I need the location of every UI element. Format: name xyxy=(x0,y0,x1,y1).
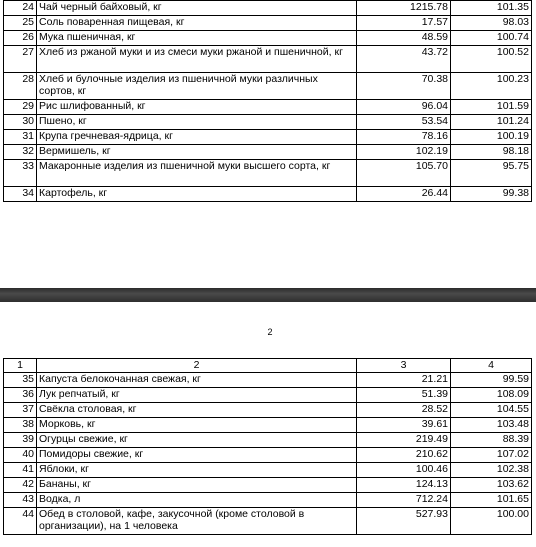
row-number: 36 xyxy=(4,388,37,403)
item-price: 712.24 xyxy=(357,493,451,508)
table-row xyxy=(4,73,532,100)
row-number: 39 xyxy=(4,433,37,448)
item-price: 105.70 xyxy=(357,160,451,187)
price-table-top xyxy=(3,0,532,202)
table-row xyxy=(4,463,532,478)
header-col-1: 1 xyxy=(4,359,37,373)
item-name: Мука пшеничная, кг xyxy=(37,31,357,46)
item-name: Морковь, кг xyxy=(37,418,357,433)
item-name: Бананы, кг xyxy=(37,478,357,493)
item-price: 70.38 xyxy=(357,73,451,100)
row-number: 27 xyxy=(4,46,37,73)
item-price: 28.52 xyxy=(357,403,451,418)
row-number: 35 xyxy=(4,373,37,388)
item-index: 95.75 xyxy=(451,160,532,187)
item-price: 26.44 xyxy=(357,187,451,202)
item-price: 78.16 xyxy=(357,130,451,145)
item-name: Лук репчатый, кг xyxy=(37,388,357,403)
table-row xyxy=(4,508,532,535)
item-name: Свёкла столовая, кг xyxy=(37,403,357,418)
item-index: 103.62 xyxy=(451,478,532,493)
row-number: 28 xyxy=(4,73,37,100)
item-price: 96.04 xyxy=(357,100,451,115)
item-index: 101.59 xyxy=(451,100,532,115)
item-index: 100.19 xyxy=(451,130,532,145)
item-price: 17.57 xyxy=(357,16,451,31)
row-number: 24 xyxy=(4,1,37,16)
item-price: 102.19 xyxy=(357,145,451,160)
row-number: 32 xyxy=(4,145,37,160)
item-index: 98.18 xyxy=(451,145,532,160)
item-name: Помидоры свежие, кг xyxy=(37,448,357,463)
row-number: 31 xyxy=(4,130,37,145)
row-number: 40 xyxy=(4,448,37,463)
item-name: Огурцы свежие, кг xyxy=(37,433,357,448)
table-row xyxy=(4,433,532,448)
item-name: Пшено, кг xyxy=(37,115,357,130)
row-number: 25 xyxy=(4,16,37,31)
item-index: 103.48 xyxy=(451,418,532,433)
item-index: 98.03 xyxy=(451,16,532,31)
item-index: 100.74 xyxy=(451,31,532,46)
row-number: 42 xyxy=(4,478,37,493)
table-header-row xyxy=(4,359,532,373)
item-index: 100.23 xyxy=(451,73,532,100)
table-row xyxy=(4,388,532,403)
item-name: Вермишель, кг xyxy=(37,145,357,160)
item-price: 43.72 xyxy=(357,46,451,73)
item-index: 101.24 xyxy=(451,115,532,130)
item-index: 102.38 xyxy=(451,463,532,478)
item-price: 39.61 xyxy=(357,418,451,433)
item-index: 100.52 xyxy=(451,46,532,73)
item-name: Хлеб из ржаной муки и из смеси муки ржаной и пшеничной, кг xyxy=(37,46,357,73)
header-col-3: 3 xyxy=(357,359,451,373)
row-number: 30 xyxy=(4,115,37,130)
table-row xyxy=(4,16,532,31)
row-number: 33 xyxy=(4,160,37,187)
item-index: 101.35 xyxy=(451,1,532,16)
item-price: 1215.78 xyxy=(357,1,451,16)
row-number: 34 xyxy=(4,187,37,202)
item-name: Макаронные изделия из пшеничной муки высшего сорта, кг xyxy=(37,160,357,187)
item-price: 219.49 xyxy=(357,433,451,448)
item-name: Яблоки, кг xyxy=(37,463,357,478)
item-price: 51.39 xyxy=(357,388,451,403)
header-col-2: 2 xyxy=(37,359,357,373)
item-price: 100.46 xyxy=(357,463,451,478)
item-price: 124.13 xyxy=(357,478,451,493)
item-price: 210.62 xyxy=(357,448,451,463)
table-row xyxy=(4,478,532,493)
table-row xyxy=(4,493,532,508)
item-index: 104.55 xyxy=(451,403,532,418)
header-col-4: 4 xyxy=(451,359,532,373)
item-index: 108.09 xyxy=(451,388,532,403)
row-number: 43 xyxy=(4,493,37,508)
table-row xyxy=(4,418,532,433)
table-row xyxy=(4,448,532,463)
item-index: 99.38 xyxy=(451,187,532,202)
price-table-top-body xyxy=(4,1,532,202)
item-index: 99.59 xyxy=(451,373,532,388)
item-index: 101.65 xyxy=(451,493,532,508)
item-price: 527.93 xyxy=(357,508,451,535)
price-table-bottom xyxy=(3,358,532,535)
row-number: 37 xyxy=(4,403,37,418)
table-row xyxy=(4,31,532,46)
table-row xyxy=(4,160,532,187)
item-price: 21.21 xyxy=(357,373,451,388)
table-row xyxy=(4,100,532,115)
item-index: 88.39 xyxy=(451,433,532,448)
row-number: 44 xyxy=(4,508,37,535)
price-table-bottom-body xyxy=(4,359,532,535)
item-name: Капуста белокочанная свежая, кг xyxy=(37,373,357,388)
row-number: 41 xyxy=(4,463,37,478)
item-price: 53.54 xyxy=(357,115,451,130)
table-row xyxy=(4,46,532,73)
item-name: Соль поваренная пищевая, кг xyxy=(37,16,357,31)
row-number: 26 xyxy=(4,31,37,46)
page-gap xyxy=(0,224,536,288)
item-name: Крупа гречневая-ядрица, кг xyxy=(37,130,357,145)
table-row xyxy=(4,115,532,130)
table-row xyxy=(4,145,532,160)
item-price: 48.59 xyxy=(357,31,451,46)
table-row xyxy=(4,373,532,388)
item-index: 107.02 xyxy=(451,448,532,463)
page-divider xyxy=(0,288,536,302)
table-row xyxy=(4,130,532,145)
table-row xyxy=(4,187,532,202)
item-name: Рис шлифованный, кг xyxy=(37,100,357,115)
page-number: 2 xyxy=(267,327,273,337)
table-row xyxy=(4,1,532,16)
item-name: Картофель, кг xyxy=(37,187,357,202)
item-name: Обед в столовой, кафе, закусочной (кроме столовой в организации), на 1 человека xyxy=(37,508,357,535)
item-name: Хлеб и булочные изделия из пшеничной муки различных сортов, кг xyxy=(37,73,357,100)
item-name: Чай черный байховый, кг xyxy=(37,1,357,16)
row-number: 29 xyxy=(4,100,37,115)
item-name: Водка, л xyxy=(37,493,357,508)
row-number: 38 xyxy=(4,418,37,433)
table-row xyxy=(4,403,532,418)
item-index: 100.00 xyxy=(451,508,532,535)
